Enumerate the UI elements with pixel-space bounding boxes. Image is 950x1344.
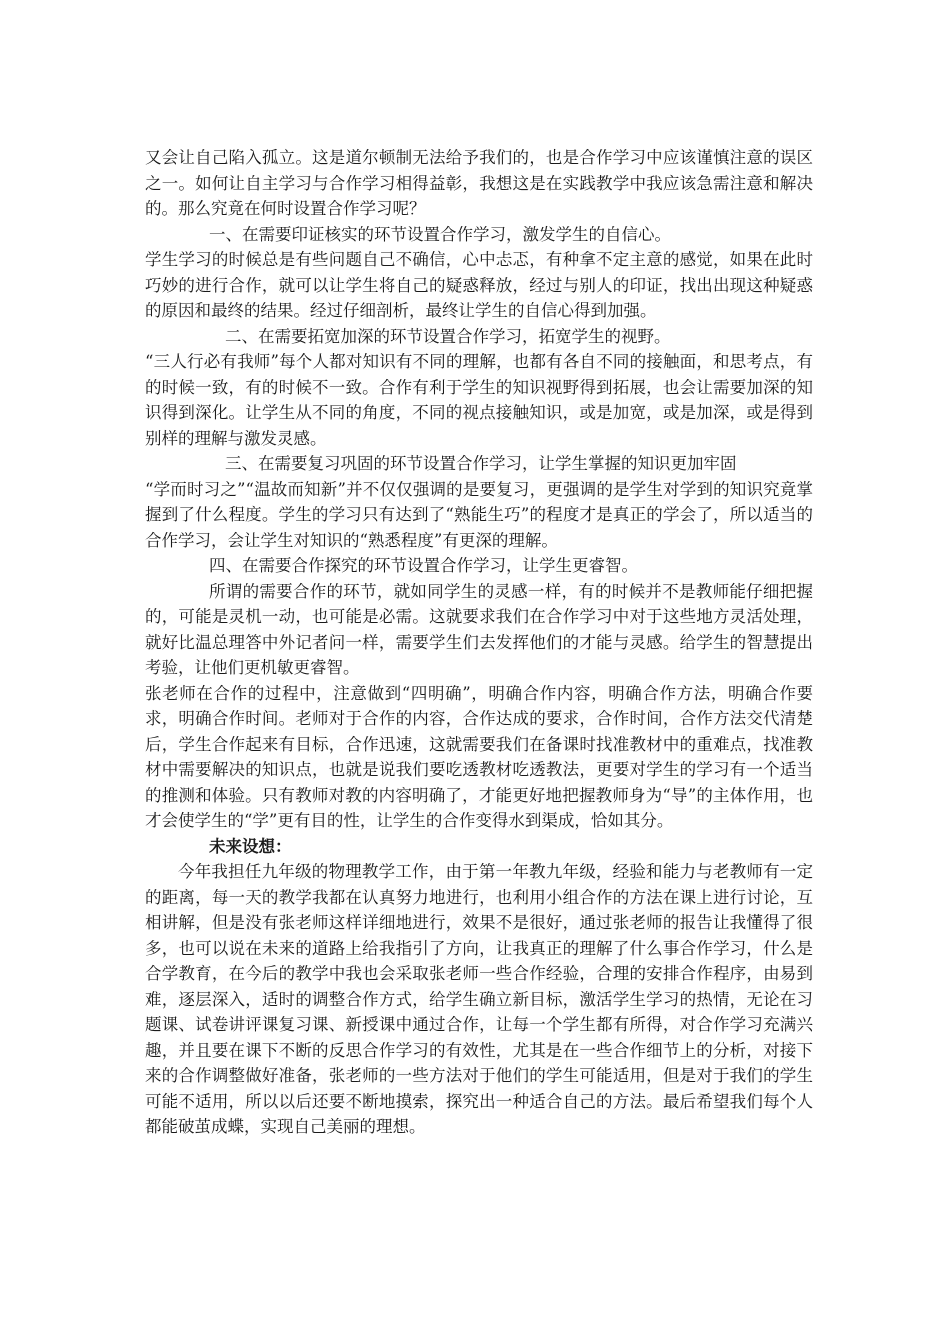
paragraph-point-four: 所谓的需要合作的环节，就如同学生的灵感一样，有的时候并不是教师能仔细把握的，可能是灵机一动，也可能是必需。这就要求我们在合作学习中对于这些地方灵活处理，就好比温总理答中外记者问一样，需要学生们去发挥他们的才能与灵感。给学生的智慧提出考验，让他们更机敏更睿智。 (145, 581, 813, 677)
heading-point-two: 二、在需要拓宽加深的环节设置合作学习，拓宽学生的视野。 (225, 326, 671, 346)
paragraph-point-two: “三人行必有我师”每个人都对知识有不同的理解，也都有各自不同的接触面，和思考点，有的时候一致，有的时候不一致。合作有利于学生的知识视野得到拓展，也会让需要加深的知识得到深化。让学生从不同的角度，不同的视点接触知识，或是加宽，或是加深，或是得到别样的理解与激发灵感。 (145, 352, 813, 448)
document-body (145, 145, 813, 1140)
paragraph-future-plans: 今年我担任九年级的物理教学工作，由于第一年教九年级，经验和能力与老教师有一定的距离，每一天的教学我都在认真努力地进行，也利用小组合作的方法在课上进行讨论，互相讲解，但是没有张老师这样详细地进行，效果不是很好，通过张老师的报告让我懂得了很多，也可以说在未来的道路上给我指引了方向，让我真正的理解了什么事合作学习，什么是合学教育，在今后的教学中我也会采取张老师一些合作经验，合理的安排合作程序，由易到难，逐层深入，适时的调整合作方式，给学生确立新目标，激活学生学习的热情，无论在习题课、试卷讲评课复习课、新授课中通过合作，让每一个学生都有所得，对合作学习充满兴趣，并且要在课下不断的反思合作学习的有效性，尤其是在一些合作细节上的分析，对接下来的合作调整做好准备，张老师的一些方法对于他们的学生可能适用，但是对于我们的学生可能不适用，所以以后还要不断地摸索，探究出一种适合自己的方法。最后希望我们每个人都能破茧成蝶，实现自己美丽的理想。 (145, 862, 813, 1136)
paragraph-point-three: “学而时习之”“温故而知新”并不仅仅强调的是要复习，更强调的是学生对学到的知识究竟掌握到了什么程度。学生的学习只有达到了“熟能生巧”的程度才是真正的学会了，所以适当的合作学习，会让学生对知识的“熟悉程度”有更深的理解。 (145, 479, 813, 550)
heading-future-plans: 未来设想： (209, 836, 292, 856)
paragraph-intro: 又会让自己陷入孤立。这是道尔顿制无法给予我们的，也是合作学习中应该谨慎注意的误区之一。如何让自主学习与合作学习相得益彰，我想这是在实践教学中我应该急需注意和解决的。那么究竟在何时设置合作学习呢？ (145, 148, 813, 218)
paragraph-point-one: 学生学习的时候总是有些问题自己不确信，心中忐忑，有种拿不定主意的感觉，如果在此时巧妙的进行合作，就可以让学生将自己的疑惑释放，经过与别人的印证，找出出现这种疑惑的原因和最终的结果。经过仔细剖析，最终让学生的自信心得到加强。 (145, 250, 813, 320)
paragraph-teacher-zhang: 张老师在合作的过程中，注意做到“四明确”，明确合作内容，明确合作方法，明确合作要求，明确合作时间。老师对于合作的内容，合作达成的要求，合作时间，合作方法交代清楚后，学生合作起来有目标，合作迅速，这就需要我们在备课时找准教材中的重难点，找准教材中需要解决的知识点，也就是说我们要吃透教材吃透教法，更要对学生的学习有一个适当的推测和体验。只有教师对教的内容明确了，才能更好地把握教师身为“导”的主体作用，也才会使学生的“学”更有目的性，让学生的合作变得水到渠成，恰如其分。 (145, 683, 813, 830)
heading-point-four: 四、在需要合作探究的环节设置合作学习，让学生更睿智。 (209, 556, 638, 575)
heading-point-one: 一、在需要印证核实的环节设置合作学习，激发学生的自信心。 (209, 224, 671, 244)
heading-point-three: 三、在需要复习巩固的环节设置合作学习，让学生掌握的知识更加牢固 (225, 454, 737, 473)
